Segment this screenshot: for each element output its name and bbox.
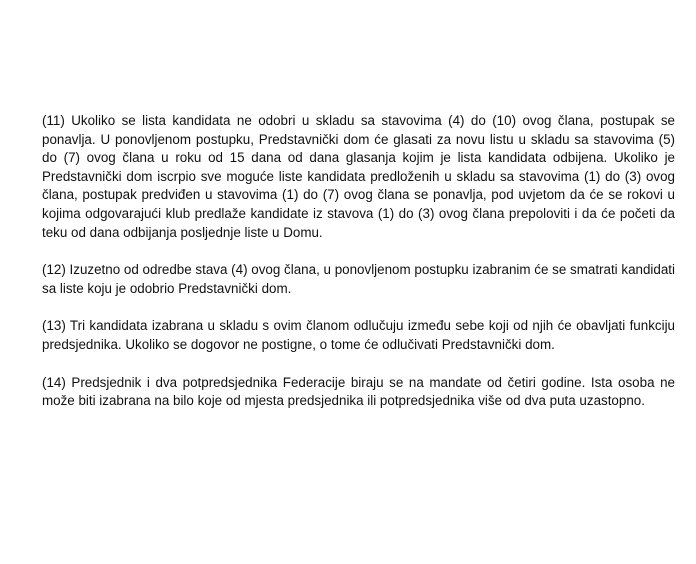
- document-body: [42, 112, 675, 430]
- paragraph-11: (11) Ukoliko se lista kandidata ne odobri u skladu sa stavovima (4) do (10) ovog člana, postupak se ponavlja. U ponovljenom postupku, Predstavnički dom će glasati za novu listu u skladu sa stavovima (5) do (7) ovog člana u roku od 15 dana od dana glasanja kojim je lista kandidata odbijena. Ukoliko je Predstavnički dom iscrpio sve moguće liste kandidata predloženih u skladu sa stavovima (1) do (3) ovog člana, postupak predviđen u stavovima (1) do (7) ovog člana se ponavlja, pod uvjetom da će se rokovi u kojima odgovarajući klub predlaže kandidate iz stavova (1) do (3) ovog člana prepoloviti i da će početi da teku od dana odbijanja posljednje liste u Domu.: [42, 113, 675, 240]
- paragraph-13: (13) Tri kandidata izabrana u skladu s ovim članom odlučuju između sebe koji od njih će obavljati funkciju predsjednika. Ukoliko se dogovor ne postigne, o tome će odlučivati Predstavnički dom.: [42, 318, 675, 352]
- paragraph-14: (14) Predsjednik i dva potpredsjednika Federacije biraju se na mandate od četiri godine. Ista osoba ne može biti izabrana na bilo koje od mjesta predsjednika ili potpredsjednika više od dva puta uzastopno.: [42, 374, 675, 409]
- paragraph-12: (12) Izuzetno od odredbe stava (4) ovog člana, u ponovljenom postupku izabranim će se smatrati kandidati sa liste koju je odobrio Predstavnički dom.: [42, 262, 675, 296]
